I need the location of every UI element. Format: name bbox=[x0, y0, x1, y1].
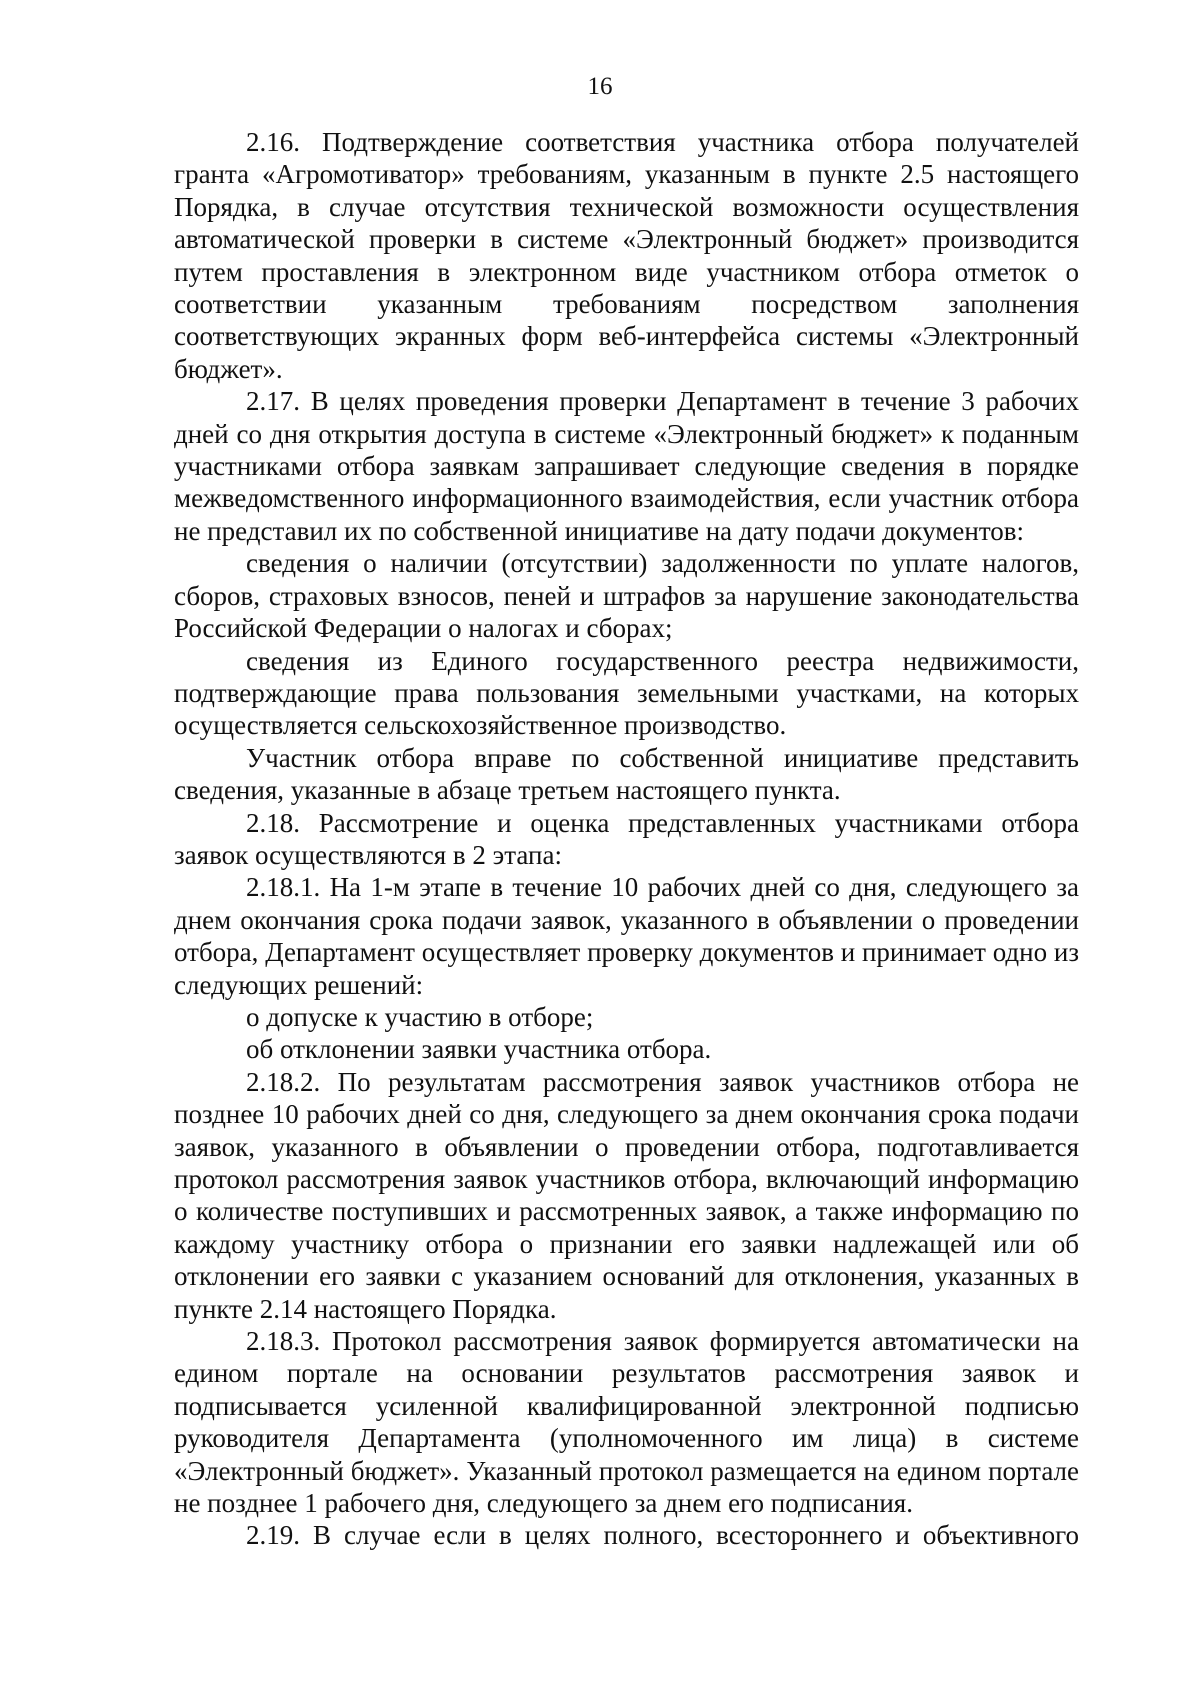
paragraph-2-18-2: 2.18.2. По результатам рассмотрения заявок участников отбора не позднее 10 рабочих дней со дня, следующего за днем окончания срока подачи заявок, указанного в объявлении о проведении отбора, подготавливается протокол рассмотрения заявок участников отбора, включающий информацию о количестве поступивших и рассмотренных заявок, а также информацию по каждому участнику отбора о признании его заявки надлежащей или об отклонении его заявки с указанием оснований для отклонения, указанных в пункте 2.14 настоящего Порядка. bbox=[174, 1066, 1079, 1324]
paragraph-real-estate-registry: сведения из Единого государственного реестра недвижимости, подтверждающие права пользования земельными участками, на которых осуществляется сельскохозяйственное производство. bbox=[174, 645, 1079, 741]
paragraph-2-17: 2.17. В целях проведения проверки Департамент в течение 3 рабочих дней со дня открытия доступа в системе «Электронный бюджет» к поданным участниками отбора заявкам запрашивает следующие сведения в порядке межведомственного информационного взаимодействия, если участник отбора не представил их по собственной инициативе на дату подачи документов: bbox=[174, 386, 1079, 546]
paragraph-2-18-1: 2.18.1. На 1-м этапе в течение 10 рабочих дней со дня, следующего за днем окончания срока подачи заявок, указанного в объявлении о проведении отбора, Департамент осуществляет проверку документов и принимает одно из следующих решений: bbox=[174, 872, 1079, 1000]
paragraph-tax-debt-info: сведения о наличии (отсутствии) задолженности по уплате налогов, сборов, страховых взносов, пеней и штрафов за нарушение законодательства Российской Федерации о налогах и сборах; bbox=[174, 548, 1079, 644]
document-body bbox=[174, 126, 1079, 1552]
page-number: 16 bbox=[587, 73, 613, 100]
paragraph-2-16: 2.16. Подтверждение соответствия участника отбора получателей гранта «Агромотиватор» требованиям, указанным в пункте 2.5 настоящего Порядка, в случае отсутствия технической возможности осуществления автоматической проверки в системе «Электронный бюджет» производится путем проставления в электронном виде участником отбора отметок о соответствии указанным требованиям посредством заполнения соответствующих экранных форм веб-интерфейса системы «Электронный бюджет». bbox=[174, 127, 1079, 384]
paragraph-admission: о допуске к участию в отборе; bbox=[246, 1001, 594, 1032]
paragraph-2-18: 2.18. Рассмотрение и оценка представленных участниками отбора заявок осуществляются в 2 этапа: bbox=[174, 807, 1079, 870]
paragraph-2-19: 2.19. В случае если в целях полного, всестороннего и объективного bbox=[246, 1520, 1079, 1551]
paragraph-own-initiative: Участник отбора вправе по собственной инициативе представить сведения, указанные в абзаце третьем настоящего пункта. bbox=[174, 742, 1079, 806]
paragraph-2-18-3: 2.18.3. Протокол рассмотрения заявок формируется автоматически на едином портале на основании результатов рассмотрения заявок и подписывается усиленной квалифицированной электронной подписью руководителя Департамента (уполномоченного им лица) в системе «Электронный бюджет». Указанный протокол размещается на едином портале не позднее 1 рабочего дня, следующего за днем его подписания. bbox=[174, 1326, 1079, 1519]
paragraph-rejection: об отклонении заявки участника отбора. bbox=[246, 1034, 712, 1065]
